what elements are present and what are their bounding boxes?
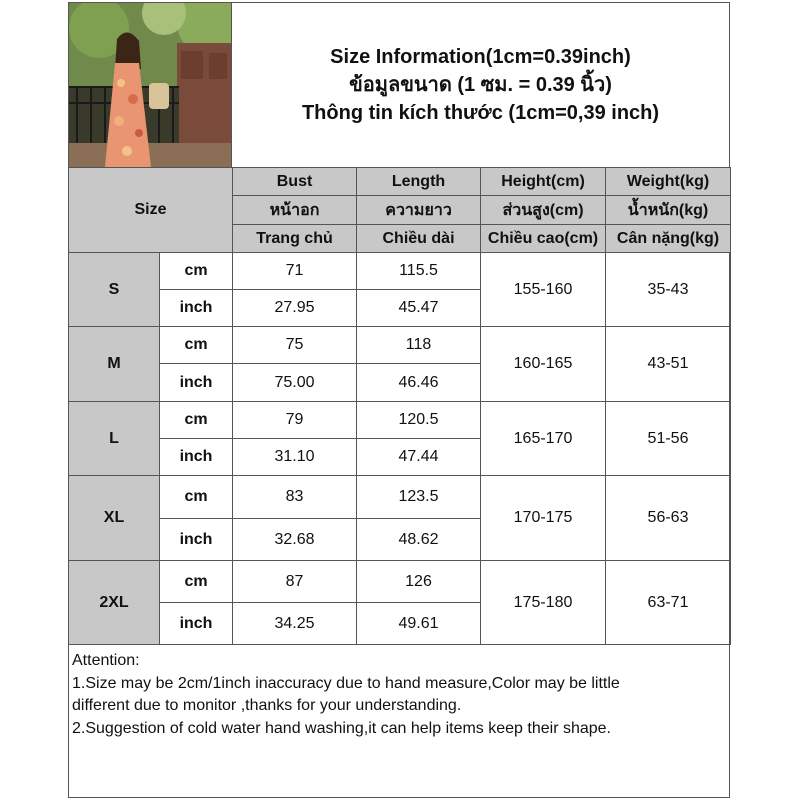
length-cm: 118 — [357, 327, 481, 364]
unit-inch: inch — [160, 364, 233, 402]
col-weight-vi: Cân nặng(kg) — [606, 225, 731, 253]
bust-cm: 83 — [233, 476, 357, 519]
height-range: 175-180 — [481, 561, 606, 645]
bust-cm: 71 — [233, 253, 357, 290]
col-bust-en: Bust — [233, 168, 357, 196]
unit-inch: inch — [160, 519, 233, 561]
unit-inch: inch — [160, 603, 233, 645]
notes-title: Attention: — [72, 652, 140, 669]
size-column-header: Size — [69, 168, 233, 253]
unit-inch: inch — [160, 439, 233, 476]
length-inch: 48.62 — [357, 519, 481, 561]
unit-cm: cm — [160, 561, 233, 603]
col-bust-th: หน้าอก — [233, 196, 357, 225]
height-range: 170-175 — [481, 476, 606, 561]
unit-cm: cm — [160, 253, 233, 290]
height-range: 165-170 — [481, 402, 606, 476]
table-row — [69, 561, 731, 603]
table-row — [69, 327, 731, 364]
length-cm: 115.5 — [357, 253, 481, 290]
size-label: XL — [69, 476, 160, 561]
bust-inch: 27.95 — [233, 290, 357, 327]
size-label: M — [69, 327, 160, 402]
weight-range: 35-43 — [606, 253, 731, 327]
product-photo — [69, 3, 232, 167]
height-range: 160-165 — [481, 327, 606, 402]
length-inch: 47.44 — [357, 439, 481, 476]
length-cm: 126 — [357, 561, 481, 603]
length-inch: 46.46 — [357, 364, 481, 402]
col-height-vi: Chiều cao(cm) — [481, 225, 606, 253]
unit-cm: cm — [160, 402, 233, 439]
weight-range: 43-51 — [606, 327, 731, 402]
note-1-continued: different due to monitor ,thanks for your understanding. — [72, 697, 462, 714]
size-table — [68, 167, 731, 645]
unit-inch: inch — [160, 290, 233, 327]
length-inch: 49.61 — [357, 603, 481, 645]
bust-inch: 31.10 — [233, 439, 357, 476]
weight-range: 51-56 — [606, 402, 731, 476]
weight-range: 56-63 — [606, 476, 731, 561]
bust-cm: 79 — [233, 402, 357, 439]
col-height-en: Height(cm) — [481, 168, 606, 196]
col-height-th: ส่วนสูง(cm) — [481, 196, 606, 225]
col-length-en: Length — [357, 168, 481, 196]
unit-cm: cm — [160, 476, 233, 519]
size-label: S — [69, 253, 160, 327]
title-vietnamese: Thông tin kích thước (1cm=0,39 inch) — [301, 102, 660, 124]
product-photo-image — [69, 3, 231, 167]
attention-notes — [72, 650, 722, 740]
col-length-th: ความยาว — [357, 196, 481, 225]
bust-inch: 32.68 — [233, 519, 357, 561]
note-1: 1.Size may be 2cm/1inch inaccuracy due to hand measure,Color may be little — [72, 674, 620, 692]
title-english: Size Information(1cm=0.39inch) — [330, 46, 631, 68]
header-row-en — [69, 168, 731, 196]
unit-cm: cm — [160, 327, 233, 364]
size-label: L — [69, 402, 160, 476]
length-inch: 45.47 — [357, 290, 481, 327]
size-information-header — [232, 3, 729, 167]
table-row — [69, 253, 731, 290]
table-row — [69, 476, 731, 519]
col-weight-th: น้ำหนัก(kg) — [606, 196, 731, 225]
bust-cm: 75 — [233, 327, 357, 364]
length-cm: 123.5 — [357, 476, 481, 519]
size-label: 2XL — [69, 561, 160, 645]
height-range: 155-160 — [481, 253, 606, 327]
col-length-vi: Chiều dài — [357, 225, 481, 253]
length-cm: 120.5 — [357, 402, 481, 439]
bust-cm: 87 — [233, 561, 357, 603]
bust-inch: 34.25 — [233, 603, 357, 645]
col-bust-vi: Trang chủ — [233, 225, 357, 253]
table-row — [69, 402, 731, 439]
bust-inch: 75.00 — [233, 364, 357, 402]
col-weight-en: Weight(kg) — [606, 168, 731, 196]
note-2: 2.Suggestion of cold water hand washing,it can help items keep their shape. — [72, 719, 611, 737]
weight-range: 63-71 — [606, 561, 731, 645]
title-thai: ข้อมูลขนาด (1 ซม. = 0.39 นิ้ว) — [349, 74, 612, 96]
